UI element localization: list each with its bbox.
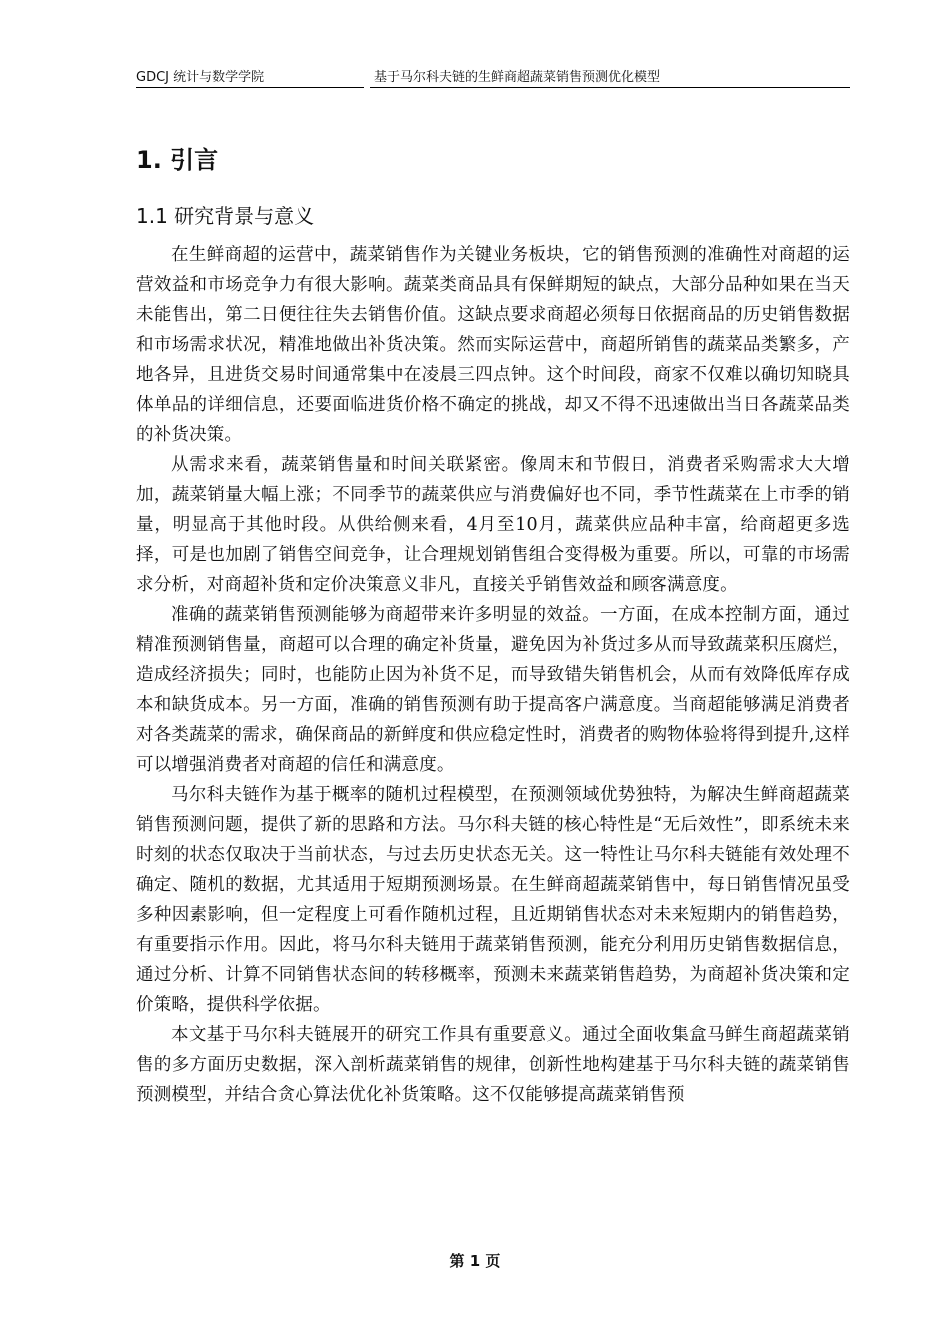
section-heading: 1. 引言 <box>136 146 219 174</box>
paragraph-1: 在生鲜商超的运营中，蔬菜销售作为关键业务板块，它的销售预测的准确性对商超的运营效益和市场竞争力有很大影响。蔬菜类商品具有保鲜期短的缺点，大部分品种如果在当天未能售出，第二日便往往失去销售价值。这缺点要求商超必须每日依据商品的历史销售数据和市场需求状况，精准地做出补货决策。然而实际运营中，商超所销售的蔬菜品类繁多，产地各异，且进货交易时间通常集中在凌晨三四点钟。这个时间段，商家不仅难以确切知晓具体单品的详细信息，还要面临进货价格不确定的挑战，却又不得不迅速做出当日各蔬菜品类的补货决策。 <box>136 245 850 445</box>
paragraph-2: 从需求来看，蔬菜销售量和时间关联紧密。像周末和节假日，消费者采购需求大大增加，蔬菜销量大幅上涨；不同季节的蔬菜供应与消费偏好也不同，季节性蔬菜在上市季的销量，明显高于其他时段。从供给侧来看，4月至10月，蔬菜供应品种丰富，给商超更多选择，可是也加剧了销售空间竞争，让合理规划销售组合变得极为重要。所以，可靠的市场需求分析，对商超补货和定价决策意义非凡，直接关乎销售效益和顾客满意度。 <box>136 455 850 595</box>
paragraph-5: 本文基于马尔科夫链展开的研究工作具有重要意义。通过全面收集盒马鲜生商超蔬菜销售的多方面历史数据，深入剖析蔬菜销售的规律，创新性地构建基于马尔科夫链的蔬菜销售预测模型，并结合贪心算法优化补货策略。这不仅能够提高蔬菜销售预 <box>136 1025 850 1105</box>
body-text <box>136 240 850 1110</box>
header-institution: GDCJ 统计与数学学院 <box>136 66 364 88</box>
page-number: 第 1 页 <box>449 1252 501 1270</box>
paragraph-3: 准确的蔬菜销售预测能够为商超带来许多明显的效益。一方面，在成本控制方面，通过精准预测销售量，商超可以合理的确定补货量，避免因为补货过多从而导致蔬菜积压腐烂，造成经济损失；同时，也能防止因为补货不足，而导致错失销售机会，从而有效降低库存成本和缺货成本。另一方面，准确的销售预测有助于提高客户满意度。当商超能够满足消费者对各类蔬菜的需求，确保商品的新鲜度和供应稳定性时，消费者的购物体验将得到提升,这样可以增强消费者对商超的信任和满意度。 <box>136 605 850 775</box>
paragraph-4: 马尔科夫链作为基于概率的随机过程模型，在预测领域优势独特，为解决生鲜商超蔬菜销售预测问题，提供了新的思路和方法。马尔科夫链的核心特性是“无后效性”，即系统未来时刻的状态仅取决于当前状态，与过去历史状态无关。这一特性让马尔科夫链能有效处理不确定、随机的数据，尤其适用于短期预测场景。在生鲜商超蔬菜销售中，每日销售情况虽受多种因素影响，但一定程度上可看作随机过程，且近期销售状态对未来短期内的销售趋势，有重要指示作用。因此，将马尔科夫链用于蔬菜销售预测，能充分利用历史销售数据信息，通过分析、计算不同销售状态间的转移概率，预测未来蔬菜销售趋势，为商超补货决策和定价策略，提供科学依据。 <box>136 785 850 1015</box>
header-paper-title: 基于马尔科夫链的生鲜商超蔬菜销售预测优化模型 <box>370 66 850 88</box>
page-header <box>136 66 850 86</box>
subsection-heading: 1.1 研究背景与意义 <box>136 204 315 228</box>
